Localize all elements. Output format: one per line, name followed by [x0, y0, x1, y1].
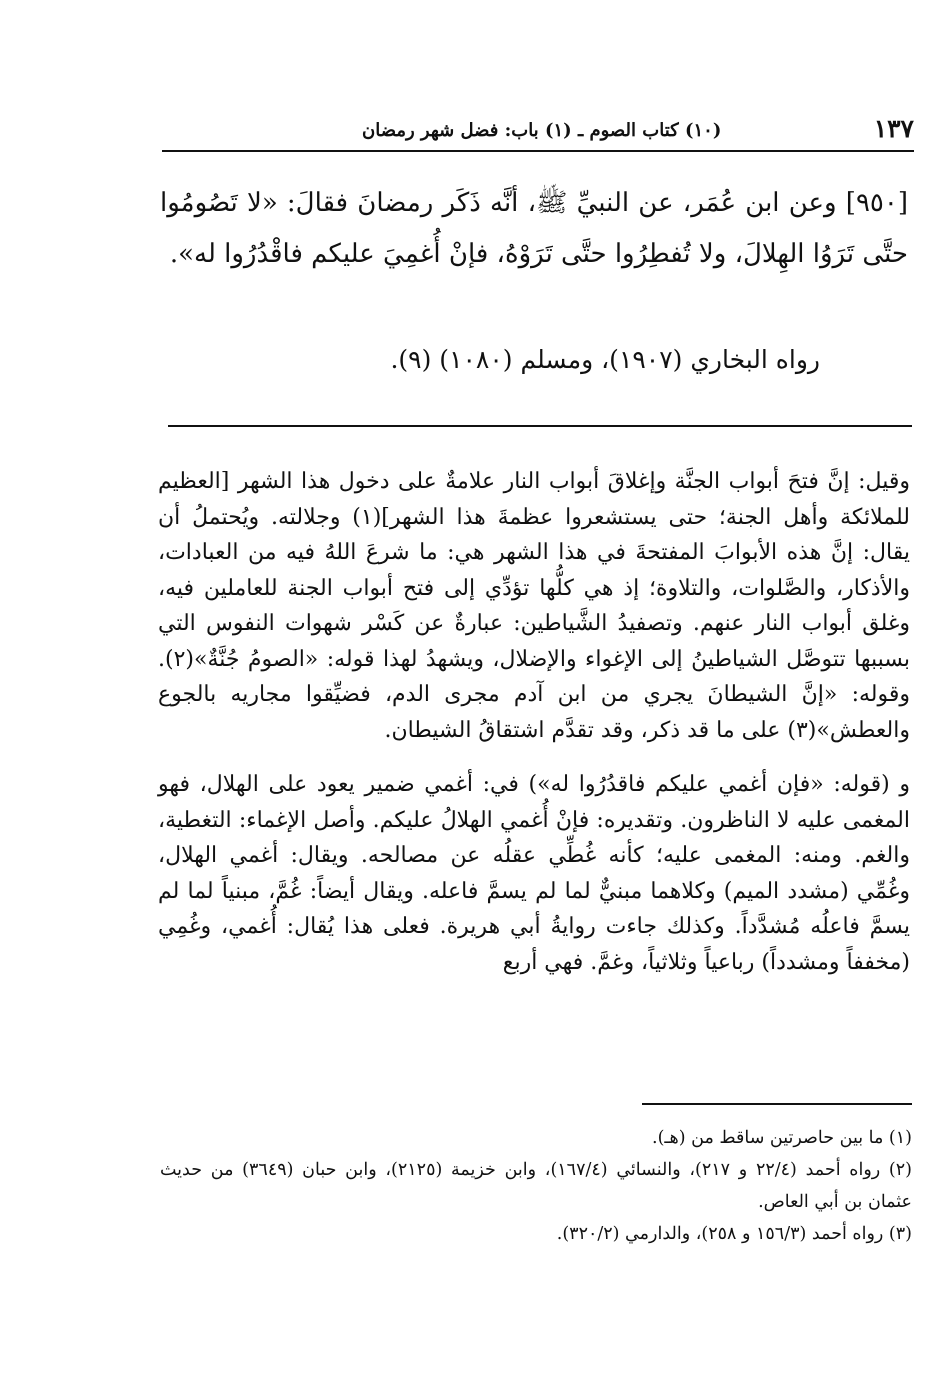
footnote: (٣) رواه أحمد (١٥٦/٣ و ٢٥٨)، والدارمي (٣٢٠/٢).: [556, 1224, 912, 1244]
commentary-paragraph: و (قوله: «فإن أغمي عليكم فاقدُرُوا له») في: أغمي ضمير يعود على الهلال، فهو المغمى عليه لا الناظرون. وتقديره: فإنْ أُغمي الهلالُ عليكم. وأصل الإغماء: التغطية، والغم. ومنه: المغمى عليه؛ كأنه غُطِّي عقلُه عن مصالحه. ويقال: أغمي الهلال، وغُمِّي (مشدد الميم) وكلاهما مبنيٌّ لما لم يسمَّ فاعله. ويقال أيضاً: غُمَّ، مبنياً لما لم يسمَّ فاعلُه مُشدَّداً. وكذلك جاءت روايةُ أبي هريرة. فعلى هذا يُقال: أُغمي، وغُمِي (مخففاً ومشدداً) رباعياً وثلاثياً، وغمَّ. فهي أربع: [158, 772, 911, 975]
page-number: ١٣٧: [873, 114, 914, 143]
running-title: (١٠) كتاب الصوم ـ (١) باب: فضل شهر رمضان: [362, 120, 722, 141]
footnotes: [160, 1122, 912, 1250]
page-header: [162, 112, 914, 152]
commentary-paragraph: وقيل: إنَّ فتحَ أبواب الجنَّة وإغلاقَ أبواب النار علامةٌ على دخول هذا الشهر [العظيم للملائكة وأهل الجنة؛ حتى يستشعروا عظمةَ هذا الشهر](١) وجلالته. ويُحتملُ أن يقال: إنَّ هذه الأبوابَ المفتحةَ في هذا الشهر هي: ما شرعَ اللهُ فيه من العبادات، والأذكار، والصَّلوات، والتلاوة؛ إذ هي كلُّها تؤدِّي إلى فتح أبواب الجنة للعاملين فيه، وغلق أبواب النار عنهم. وتصفيدُ الشَّياطين: عبارةٌ عن كَسْر شهوات النفوس التي بسببها تتوصَّل الشياطينُ إلى الإغواء والإضلال، ويشهدُ لهذا قوله: «الصومُ جُنَّةٌ»(٢). وقوله: «إنَّ الشيطانَ يجري من ابن آدم مجرى الدم، فضيِّقوا مجاريه بالجوع والعطش»(٣) على ما قد ذكر، وقد تقدَّم اشتقاقُ الشيطان.: [158, 469, 910, 743]
footnote: (١) ما بين حاصرتين ساقط من (هـ).: [652, 1128, 912, 1148]
section-divider: [168, 425, 912, 427]
hadith-source: رواه البخاري (١٩٠٧)، ومسلم (١٠٨٠) (٩).: [390, 345, 820, 374]
hadith-text: [٩٥٠] وعن ابن عُمَر، عن النبيِّ ﷺ، أنَّه ذَكَر رمضانَ فقالَ: «لا تَصُومُوا حتَّى تَرَوُا الهِلالَ، ولا تُفطِرُوا حتَّى تَرَوْهُ، فإنْ أُغمِيَ عليكم فاقْدُرُوا له».: [160, 188, 908, 269]
commentary: [158, 464, 910, 980]
hadith-block: [160, 178, 908, 374]
footnote: (٢) رواه أحمد (٢٢/٤ و ٢١٧)، والنسائي (١٦٧/٤)، وابن خزيمة (٢١٢٥)، وابن حبان (٣٦٤٩) من حديث عثمان بن أبي العاص.: [160, 1160, 912, 1212]
footnote-divider: [642, 1103, 912, 1105]
